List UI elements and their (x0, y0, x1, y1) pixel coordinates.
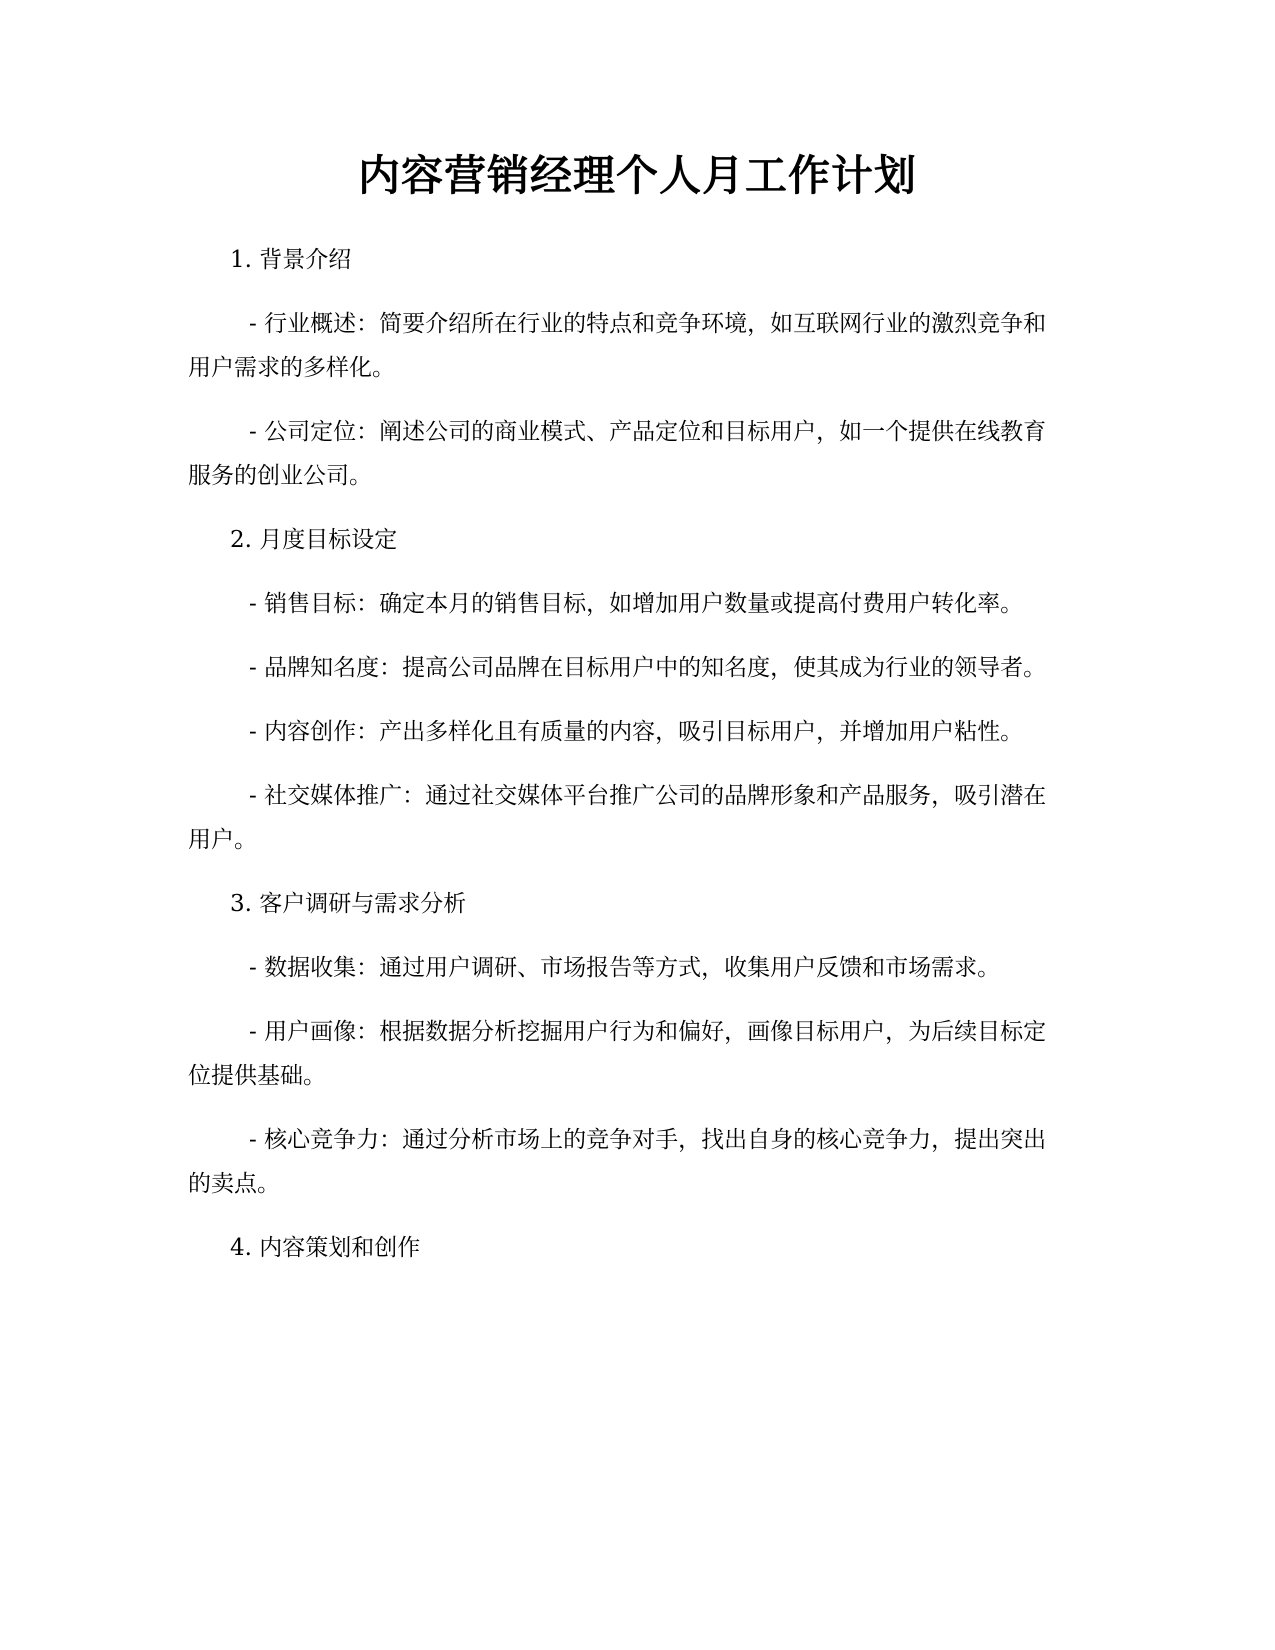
paragraph-company-positioning: - 公司定位：阐述公司的商业模式、产品定位和目标用户，如一个提供在线教育服务的创业公司。 (188, 419, 1047, 489)
section-monthly-goals (188, 518, 1068, 862)
paragraph-core-competitiveness: - 核心竞争力：通过分析市场上的竞争对手，找出自身的核心竞争力，提出突出的卖点。 (188, 1127, 1047, 1197)
paragraph-sales-goal: - 销售目标：确定本月的销售目标，如增加用户数量或提高付费用户转化率。 (249, 591, 1024, 617)
paragraph-content-creation: - 内容创作：产出多样化且有质量的内容，吸引目标用户，并增加用户粘性。 (249, 719, 1024, 745)
paragraph-brand-awareness: - 品牌知名度：提高公司品牌在目标用户中的知名度，使其成为行业的领导者。 (249, 655, 1047, 681)
section-content-planning (188, 1226, 1068, 1270)
section-background (188, 238, 1068, 498)
section-customer-research (188, 882, 1068, 1206)
section-heading: 2. 月度目标设定 (230, 527, 398, 553)
paragraph-user-persona: - 用户画像：根据数据分析挖掘用户行为和偏好，画像目标用户，为后续目标定位提供基础。 (188, 1019, 1047, 1089)
paragraph-industry-overview: - 行业概述：简要介绍所在行业的特点和竞争环境，如互联网行业的激烈竞争和用户需求的多样化。 (188, 311, 1047, 381)
paragraph-data-collection: - 数据收集：通过用户调研、市场报告等方式，收集用户反馈和市场需求。 (249, 955, 1001, 981)
document-body (188, 238, 1068, 1290)
section-heading: 1. 背景介绍 (230, 247, 352, 273)
section-heading: 3. 客户调研与需求分析 (230, 891, 467, 917)
paragraph-social-media: - 社交媒体推广：通过社交媒体平台推广公司的品牌形象和产品服务，吸引潜在用户。 (188, 783, 1047, 853)
document-title: 内容营销经理个人月工作计划 (357, 151, 917, 200)
section-heading: 4. 内容策划和创作 (230, 1235, 421, 1261)
